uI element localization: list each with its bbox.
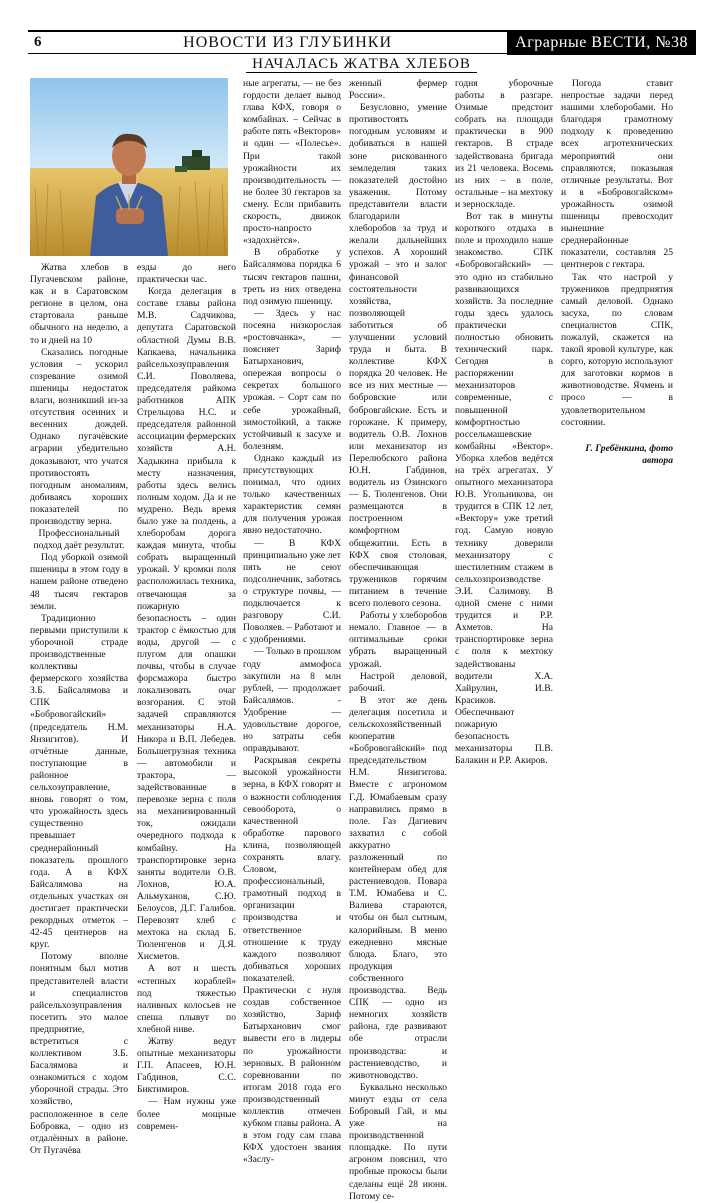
article-column-2 (137, 262, 237, 1132)
paragraph: Так что настрой у тружеников предприятия самый деловой. Однако засуха, по словам специалистов СПК, пожалуй, скажется на такой яровой культуре, как сорго, которую используют для заготовки кормов в животноводстве. Ячмень и просо — в удовлетворительном состоянии. (561, 271, 673, 428)
paragraph: — Здесь у нас посеяна низкорослая «ростовчанка», — поясняет Зариф Батырханович, опережая вопросы о секретах большого урожая. – Сорт сам по себе урожайный, зимостойкий, а также устойчивый к засухе и болезням. (243, 307, 341, 452)
paragraph: — Нам нужны уже более мощные современ- (137, 1096, 236, 1132)
paragraph: Вот так в минуты короткого отдыха в поле и проходило наше знакомство. СПК «Бобровогайский» — это одно из стабильно развивающихся хозяйств. За последние годы здесь удалось практически полностью обновить технический парк. Сегодня в распоряжении механизаторов современные, с повышенной комфортностью россельмашевские комбайны «Вектор». Уборка хлебов ведётся на трёх агрегатах. У опытного механизатора Ю.В. Угольникова, он трудится в СПК 12 лет, «Вектору» уже третий год. Самую новую технику доверили механизатору с шестилетним стажем в сельхозпроизводстве Э.И. Салимову. В одной смене с ними трудится и Р.Р. Ахметов. На транспортировке зерна с поля к мехтоку задействованы водители Х.А. Хайрулин, И.В. Красиков. Обеспечивают пожарную безопасность механизаторы П.В. Балакин и Р.Р. Акиров. (455, 211, 553, 767)
paragraph: Настрой деловой, рабочий. (349, 670, 447, 694)
article-column-1 (30, 262, 128, 1156)
article-column-6 (561, 78, 673, 1010)
paragraph: ные агрегаты, — не без гордости делает вывод глава КФХ, говоря о комбайнах. – Сейчас в работе пять «Векторов» и один — «Полесье». При такой урожайности их производительность — не более 30 гектаров за смену. Если прибавить скорость, движок просто-напросто «задохнётся». (243, 78, 341, 247)
article-column-5 (455, 78, 553, 1010)
section-title: НОВОСТИ ИЗ ГЛУБИНКИ (183, 33, 392, 51)
article-column-4 (349, 78, 447, 1202)
author-signature: Г. Гребёнкина, фото автора (585, 442, 673, 466)
paragraph: женный фермер России». (349, 78, 447, 102)
paragraph: Традиционно первыми приступили к уборочной страде производственные коллективы фермерского хозяйства З.Б. Байсалямова и СПК «Бобровогайский» (председатель Н.М. Янзигитов). И отчётные данные, поступающие в районное сельхозуправление, вновь говорят о том, что урожайность здесь существенно превышает среднерайонный показатель прошлого года. А в КФХ Байсалямова на отдельных участках он достигает практически рекордных отметок – 42-45 центнеров на круг. (30, 612, 128, 951)
paragraph: Раскрывая секреты высокой урожайности зерна, в КФХ говорят и о важности соблюдения севооборота, о качественной обработке парового клина, позволяющей сохранять влагу. Словом, профессиональный, грамотный подход в организации производства и ответственное отношение к труду каждого позволяют добиваться хороших показателей. Практически с нуля создав собственное хозяйство, Зариф Батырханович смог вывести его в лидеры по урожайности зерновых. В районном соревновании по итогам 2018 года его производственный коллектив отмечен кубком главы района. А в этом году сам глава КФХ удостоен звания «Заслу- (243, 755, 341, 1166)
paragraph: В этот же день делегация посетила и сельскохозяйственный кооператив «Бобровогайский» под председательством Н.М. Янзигитова. Вместе с агрономом Г.Д. Юмабаевым сразу направились прямо в поле. Газ Дагиевич захватил с собой аккуратно разложенный по контейнерам обед для растениеводов. Повара Т.М. Юмабева и С. Валиева стараются, чтобы он был сытным, калорийным. В меню ежедневно мясные блюда. Благо, это продукция собственного производства. Ведь СПК — одно из немногих хозяйств района, где развивают обе отрасли производства: и растениеводство, и животноводство. (349, 694, 447, 1081)
article-headline (0, 56, 723, 73)
paragraph: Однако каждый из присутствующих понимал, что одних только качественных характеристик семян для получения урожая явно недостаточно. (243, 452, 341, 537)
paragraph: Сказались погодные условия – ускорил созревание озимой пшеницы недостаток влаги, возникший из-за отсутствия осенних и весенних дождей. Однако пугачёвские аграрии убедительно доказывают, что учатся противостоять погодным аномалиям, добиваясь хороших показателей по производству зерна. (30, 346, 128, 527)
paragraph: Жатву ведут опытные механизаторы Г.П. Апасеев, Ю.Н. Габдинов, С.С. Биктимиров. (137, 1036, 236, 1096)
page-number: 6 (34, 34, 42, 50)
paragraph: А вот и шесть «степных кораблей» под тяжестью наливных колосьев не спеша плывут по хлебной ниве. (137, 963, 236, 1035)
paragraph: Буквально несколько минут езды от села Бобровый Гай, и мы уже на производственной площадке. По пути агроном пояснил, что пробные прокосы были сделаны ещё 28 июня. Потому се- (349, 1081, 447, 1202)
paragraph: Под уборкой озимой пшеницы в этом году в нашем районе отведено 48 тысяч гектаров земли. (30, 552, 128, 612)
lead-paragraph: Жатва хлебов в Пугачевском районе, как и в Саратовском регионе в целом, она стартовала раньше обычного на неделю, а то и дней на 10 (30, 262, 128, 346)
paragraph: В обработке у Байсалямова порядка 6 тысяч гектаров пашни, треть из них отведена под озимую пшеницу. (243, 247, 341, 307)
paragraph: годня уборочные работы в разгаре. Озимые предстоит собрать на площади практически в 900 гектаров. В страде задействована бригада из 21 человека. Восемь из них – в поле, остальные – на мехтоку и зерноскладе. (455, 78, 553, 210)
paragraph: Потому вполне понятным был мотив представителей власти и специалистов райсельхозуправления посетить это малое предприятие, встретиться с коллективом З.Б. Басалямова и ознакомиться с ходом уборочной страды. Это хозяйство, расположенное в селе Бобровка, – одно из отдалённых в районе. От Пугачёва (30, 951, 128, 1156)
masthead: Аграрные ВЕСТИ, №38 (507, 31, 696, 55)
paragraph: — Только в прошлом году аммофоса закупили на 8 млн рублей, — продолжает Байсалямов. - Удобрение — удовольствие дорогое, но затраты себя оправдывают. (243, 646, 341, 755)
paragraph: езды до него практически час. (137, 262, 236, 286)
subheading: Профессиональный подход даёт результат. (33, 528, 125, 552)
page-header (28, 30, 696, 54)
headline-text: НАЧАЛАСЬ ЖАТВА ХЛЕБОВ (246, 56, 477, 73)
paragraph: Безусловно, умение противостоять погодным условиям и добиваться в нашей зоне рискованного земледелия таких показателей достойно уважения. Потому представители власти благодарили хлеборобов за труд и желали дальнейших успехов. А хороший урожай – это и залог финансовой состоятельности хозяйства, позволяющей заботиться об улучшении условий труда и быта. В коллективе КФХ порядка 20 человек. Не все из них местные — бобровские или бобровгайские. Есть и горожане. К примеру, водитель О.В. Лохнов или механизатор из Перелюбского района Ю.Н. Габдинов, водитель из Озинского — Б. Тюленгенов. Они размещаются в построенном комфортном общежитии. Есть в КФХ своя столовая, обеспечивающая тружеников горячим питанием в течение всего полевого сезона. (349, 102, 447, 610)
paragraph: Погода ставит непростые задачи перед нашими хлеборобами. Но благодаря грамотному подходу к проведению всех агротехнических мероприятий они справляются, показывая отличные результаты. Вот и в «Бобровогайском» урожайность озимой пшеницы превосходит нынешние среднерайонные показатели, составляя 25 центнеров с гектара. (561, 78, 673, 271)
article-column-3 (243, 78, 341, 1166)
paragraph: Работы у хлеборобов немало. Главное — в оптимальные сроки убрать выращенный урожай. (349, 610, 447, 670)
paragraph: Когда делегация в составе главы района М.В. Садчикова, депутата Саратовской областной Думы В.В. Капкаева, начальника райсельхозуправления С.И. Поволяева, председателя райкома работников АПК Стрельцова Н.С. и председателя районной ассоциации фермерских хозяйств А.Н. Хадыкина прибыла к месту назначения, работы здесь велись полным ходом. Да и не мудрено. Ведь время было уже за полдень, а хлеборобам дорога каждая минута, чтобы собрать выращенный урожай. У кромки поля расположилась техника, отвечающая за пожарную безопасность – один трактор с ёмкостью для воды, другой — с плугом для опашки почвы, чтобы в случае форсмажора быстро локализовать очаг возгорания. С этой задачей справляются механизаторы Н.А. Никора и В.П. Лебедев. Большегрузная техника — автомобили и трактора, — задействованные в перевозке зерна с поля на механизированный ток, ожидали очередного подхода к комбайну. На транспортировке зерна заняты водители О.В. Лохнов, Ю.А. Альмуханов, С.Ю. Белоусов, Д.Г. Галибов. Перевозят хлеб с мехтока на склад Б. Тюленгенов и Д.Я. Хисметов. (137, 286, 237, 963)
paragraph: — В КФХ принципиально уже лет пять не сеют подсолнечник, заботясь о структуре почвы, — подключается к разговору С.И. Поволяев. – Работают и с удобрениями. (243, 537, 341, 646)
farmer-wheat-field-photo (30, 78, 228, 256)
